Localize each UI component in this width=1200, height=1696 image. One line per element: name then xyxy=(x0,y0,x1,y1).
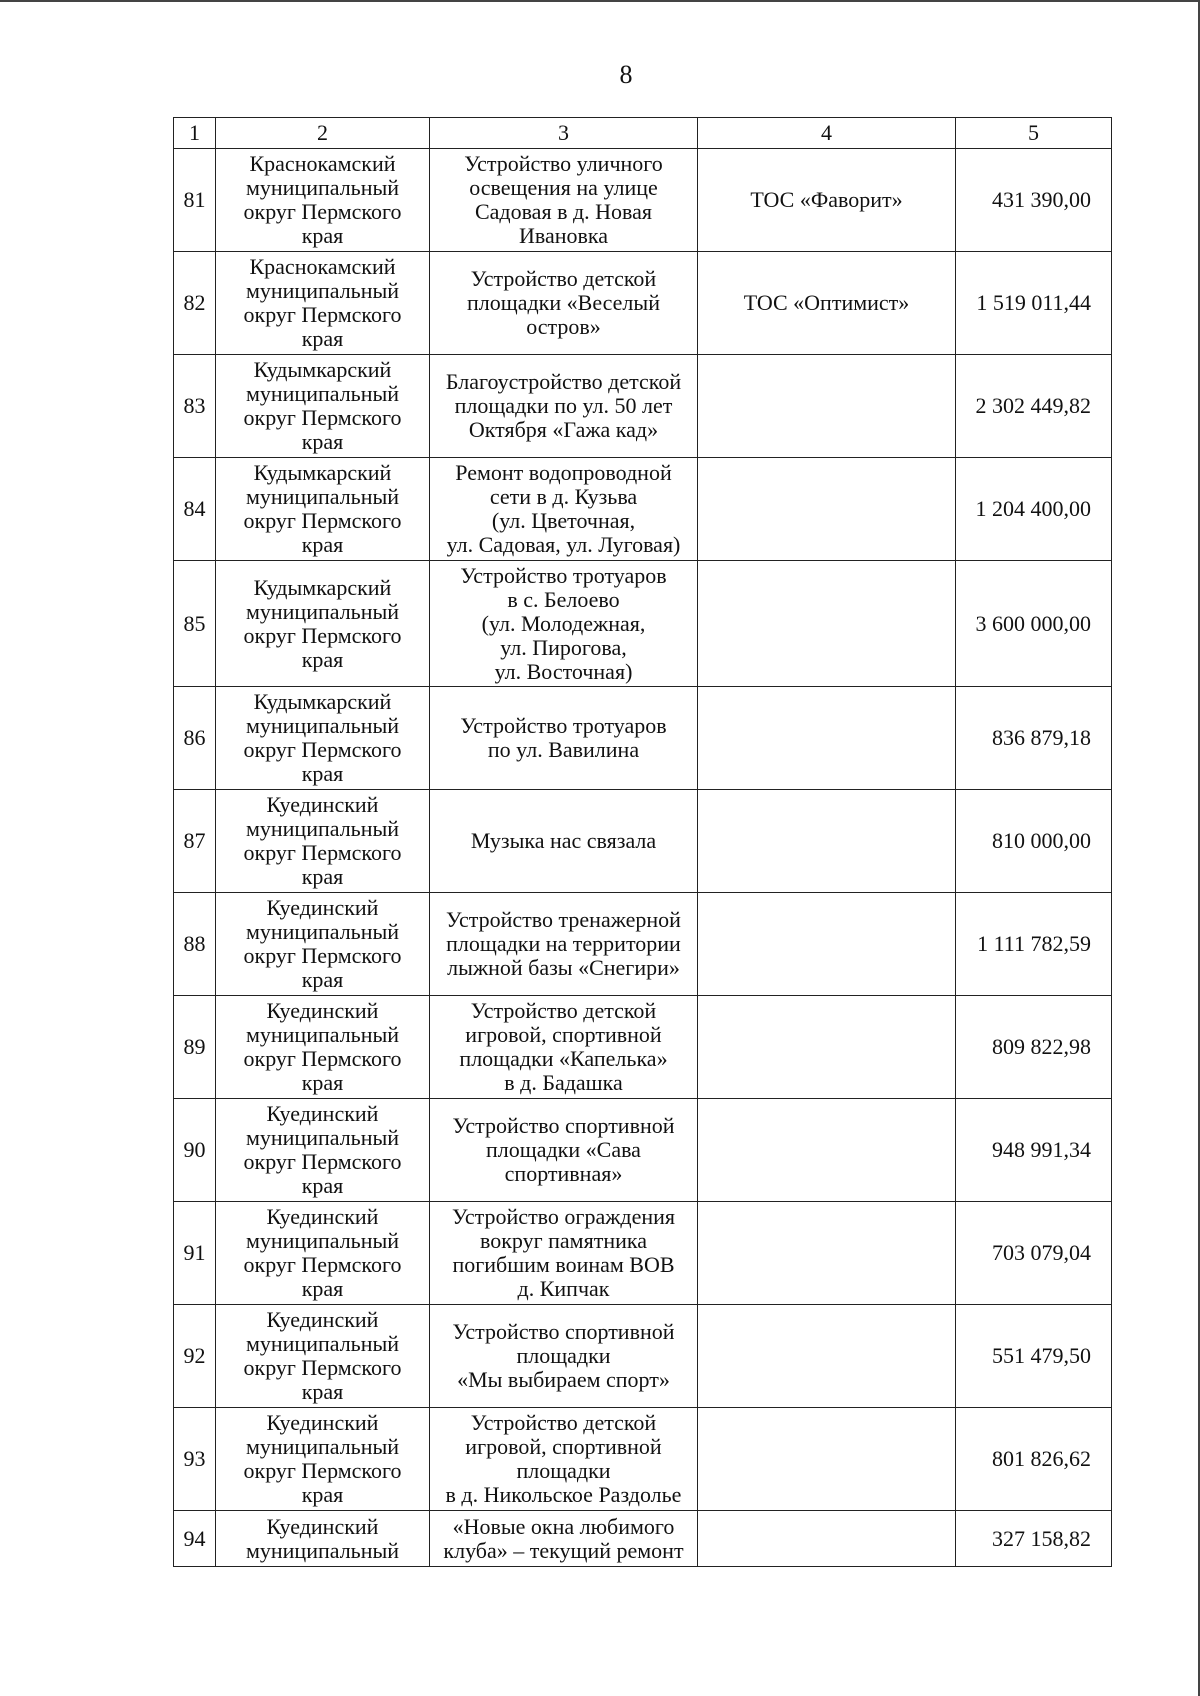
amount-cell: 431 390,00 xyxy=(956,149,1112,252)
amount-cell: 1 111 782,59 xyxy=(956,893,1112,996)
table-row xyxy=(174,1511,1112,1567)
scan-edge-top xyxy=(0,0,1200,2)
organization-cell xyxy=(698,1202,956,1305)
municipality-cell: Куединский муниципальный округ Пермского края xyxy=(216,996,430,1099)
organization-cell xyxy=(698,1099,956,1202)
organization-cell xyxy=(698,996,956,1099)
organization-cell xyxy=(698,893,956,996)
amount-cell: 836 879,18 xyxy=(956,687,1112,790)
organization-cell xyxy=(698,561,956,687)
amount-cell: 810 000,00 xyxy=(956,790,1112,893)
municipality-cell: Куединский муниципальный округ Пермского края xyxy=(216,790,430,893)
municipality-cell: Кудымкарский муниципальный округ Пермского края xyxy=(216,687,430,790)
amount-cell: 327 158,82 xyxy=(956,1511,1112,1567)
column-header-2: 2 xyxy=(216,118,430,149)
project-name-cell: Устройство тротуаров по ул. Вавилина xyxy=(430,687,698,790)
amount-cell: 948 991,34 xyxy=(956,1099,1112,1202)
column-header-1: 1 xyxy=(174,118,216,149)
row-number-cell: 89 xyxy=(174,996,216,1099)
municipality-cell: Краснокамский муниципальный округ Пермского края xyxy=(216,149,430,252)
project-name-cell: «Новые окна любимого клуба» – текущий ремонт xyxy=(430,1511,698,1567)
table-row xyxy=(174,1408,1112,1511)
table-header-row xyxy=(174,118,1112,149)
page-number: 8 xyxy=(619,60,633,89)
amount-cell: 1 204 400,00 xyxy=(956,458,1112,561)
organization-cell xyxy=(698,687,956,790)
row-number-cell: 82 xyxy=(174,252,216,355)
project-name-cell: Устройство детской игровой, спортивной площадки «Капелька» в д. Бадашка xyxy=(430,996,698,1099)
project-name-cell: Устройство уличного освещения на улице Садовая в д. Новая Ивановка xyxy=(430,149,698,252)
table-row xyxy=(174,458,1112,561)
table-row xyxy=(174,149,1112,252)
municipality-cell: Куединский муниципальный округ Пермского края xyxy=(216,1202,430,1305)
municipality-cell: Краснокамский муниципальный округ Пермского края xyxy=(216,252,430,355)
amount-cell: 703 079,04 xyxy=(956,1202,1112,1305)
row-number-cell: 83 xyxy=(174,355,216,458)
column-header-3: 3 xyxy=(430,118,698,149)
municipality-cell: Куединский муниципальный округ Пермского края xyxy=(216,1099,430,1202)
organization-cell: ТОС «Фаворит» xyxy=(698,149,956,252)
municipality-cell: Куединский муниципальный округ Пермского края xyxy=(216,1408,430,1511)
project-name-cell: Устройство спортивной площадки «Сава спортивная» xyxy=(430,1099,698,1202)
table-row xyxy=(174,790,1112,893)
table-row xyxy=(174,355,1112,458)
organization-cell xyxy=(698,1305,956,1408)
organization-cell xyxy=(698,458,956,561)
amount-cell: 3 600 000,00 xyxy=(956,561,1112,687)
row-number-cell: 94 xyxy=(174,1511,216,1567)
row-number-cell: 85 xyxy=(174,561,216,687)
project-name-cell: Устройство ограждения вокруг памятника погибшим воинам ВОВ д. Кипчак xyxy=(430,1202,698,1305)
column-header-4: 4 xyxy=(698,118,956,149)
column-header-5: 5 xyxy=(956,118,1112,149)
organization-cell xyxy=(698,1408,956,1511)
amount-cell: 551 479,50 xyxy=(956,1305,1112,1408)
amount-cell: 809 822,98 xyxy=(956,996,1112,1099)
row-number-cell: 88 xyxy=(174,893,216,996)
row-number-cell: 92 xyxy=(174,1305,216,1408)
table-row xyxy=(174,1305,1112,1408)
project-name-cell: Устройство спортивной площадки «Мы выбираем спорт» xyxy=(430,1305,698,1408)
table-row xyxy=(174,996,1112,1099)
table-row xyxy=(174,687,1112,790)
organization-cell xyxy=(698,355,956,458)
municipality-cell: Куединский муниципальный xyxy=(216,1511,430,1567)
row-number-cell: 90 xyxy=(174,1099,216,1202)
row-number-cell: 93 xyxy=(174,1408,216,1511)
municipality-cell: Кудымкарский муниципальный округ Пермского края xyxy=(216,561,430,687)
row-number-cell: 81 xyxy=(174,149,216,252)
amount-cell: 1 519 011,44 xyxy=(956,252,1112,355)
grants-table xyxy=(173,117,1112,1567)
project-name-cell: Устройство детской площадки «Веселый остров» xyxy=(430,252,698,355)
organization-cell xyxy=(698,790,956,893)
project-name-cell: Музыка нас связала xyxy=(430,790,698,893)
municipality-cell: Кудымкарский муниципальный округ Пермского края xyxy=(216,458,430,561)
table-row xyxy=(174,893,1112,996)
table-row xyxy=(174,252,1112,355)
table-row xyxy=(174,1099,1112,1202)
municipality-cell: Кудымкарский муниципальный округ Пермского края xyxy=(216,355,430,458)
row-number-cell: 84 xyxy=(174,458,216,561)
project-name-cell: Благоустройство детской площадки по ул. 50 лет Октября «Гажа кад» xyxy=(430,355,698,458)
table-row xyxy=(174,561,1112,687)
organization-cell xyxy=(698,1511,956,1567)
organization-cell: ТОС «Оптимист» xyxy=(698,252,956,355)
project-name-cell: Ремонт водопроводной сети в д. Кузьва (ул. Цветочная, ул. Садовая, ул. Луговая) xyxy=(430,458,698,561)
amount-cell: 2 302 449,82 xyxy=(956,355,1112,458)
project-name-cell: Устройство тренажерной площадки на территории лыжной базы «Снегири» xyxy=(430,893,698,996)
row-number-cell: 86 xyxy=(174,687,216,790)
municipality-cell: Куединский муниципальный округ Пермского края xyxy=(216,1305,430,1408)
project-name-cell: Устройство тротуаров в с. Белоево (ул. Молодежная, ул. Пирогова, ул. Восточная) xyxy=(430,561,698,687)
row-number-cell: 91 xyxy=(174,1202,216,1305)
row-number-cell: 87 xyxy=(174,790,216,893)
amount-cell: 801 826,62 xyxy=(956,1408,1112,1511)
table-row xyxy=(174,1202,1112,1305)
project-name-cell: Устройство детской игровой, спортивной площадки в д. Никольское Раздолье xyxy=(430,1408,698,1511)
municipality-cell: Куединский муниципальный округ Пермского края xyxy=(216,893,430,996)
